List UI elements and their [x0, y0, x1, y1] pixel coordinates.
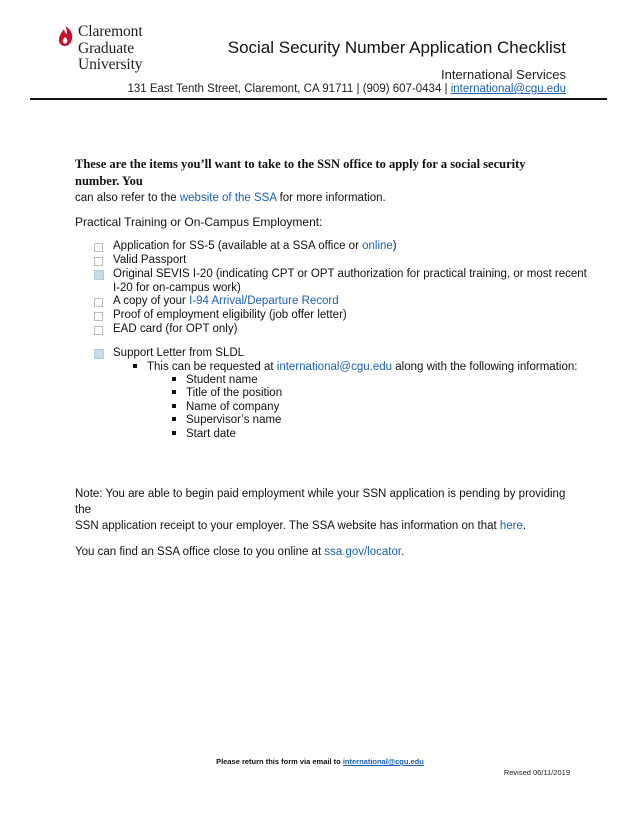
item-ss5-text: Application for SS-5 (available at a SSA office or [113, 240, 363, 252]
checkbox-support-letter[interactable] [94, 349, 104, 359]
item-sevis [113, 268, 587, 295]
ssa-website-link[interactable]: website of the SSA [179, 192, 277, 204]
support-request-line [133, 361, 577, 375]
revision-date: Revised 06/11/2019 [503, 768, 570, 777]
footer-email-link[interactable]: international@cgu.edu [342, 757, 424, 766]
bullet-icon [172, 431, 176, 435]
item-sevis-line2: I-20 for on-campus work) [113, 281, 241, 294]
support-email-link[interactable]: international@cgu.edu [276, 361, 393, 373]
item-ss5-close: ) [392, 240, 397, 252]
bullet-icon [172, 417, 176, 421]
intro-text-post: for more information. [276, 192, 386, 204]
locator-paragraph [75, 544, 404, 560]
support-text-post: along with the following information: [392, 361, 578, 373]
sub-item-text: Supervisor’s name [186, 414, 282, 426]
item-sevis-line1: Original SEVIS I-20 (indicating CPT or OPT authorization for practical training, or most recent [113, 268, 587, 280]
sub-item-text: Name of company [186, 401, 280, 413]
bullet-icon [172, 390, 176, 394]
note-line2: SSN application receipt to your employer. The SSA website has information on that [75, 520, 500, 532]
bullet-icon [172, 377, 176, 381]
flame-icon [58, 26, 73, 46]
note-period: . [522, 520, 527, 532]
logo-line-2: Graduate [78, 39, 135, 57]
item-passport: Valid Passport [113, 254, 187, 266]
sub-item-text: Student name [186, 374, 258, 386]
sub-item-position-title [172, 387, 282, 401]
header-email-link[interactable]: international@cgu.edu [450, 83, 566, 95]
contact-line [127, 83, 566, 95]
item-i94 [113, 295, 339, 309]
note-paragraph [75, 486, 575, 534]
note-line1: Note: You are able to begin paid employment while your SSN application is pending by providing the [75, 488, 566, 516]
ssa-locator-link[interactable]: ssa.gov/locator [324, 546, 402, 558]
checkbox-ss5[interactable] [94, 243, 103, 252]
bullet-icon [133, 364, 137, 368]
sub-item-supervisor [172, 414, 281, 428]
footer-text: Please return this form via email to [216, 757, 343, 766]
locator-period: . [401, 546, 405, 558]
intro-text-pre: can also refer to the [75, 192, 180, 204]
item-ss5 [113, 240, 397, 254]
intro-bold-text: These are the items you’ll want to take to the SSN office to apply for a social security number. You [75, 157, 526, 188]
here-link[interactable]: here [499, 520, 523, 532]
bullet-icon [172, 404, 176, 408]
header-divider [30, 98, 607, 100]
online-link[interactable]: online [362, 240, 393, 252]
item-i94-text: A copy of your [113, 295, 190, 307]
cgu-logo [58, 24, 158, 80]
logo-line-1: Claremont [78, 23, 143, 40]
department-name: International Services [440, 67, 566, 82]
footer-instruction [0, 757, 640, 766]
item-support-letter: Support Letter from SLDL [113, 347, 245, 359]
support-text-pre: This can be requested at [147, 361, 277, 373]
sub-item-text: Title of the position [186, 387, 283, 399]
page-title: Social Security Number Application Checklist [227, 38, 566, 57]
checkbox-sevis[interactable] [94, 270, 104, 280]
section-title: Practical Training or On-Campus Employment: [75, 215, 323, 229]
checkbox-i94[interactable] [94, 298, 103, 307]
item-employment: Proof of employment eligibility (job offer letter) [113, 309, 347, 321]
address-text: 131 East Tenth Street, Claremont, CA 91711 | (909) 607-0434 | [127, 83, 448, 95]
sub-item-company [172, 401, 279, 415]
sub-item-text: Start date [186, 428, 236, 440]
sub-item-student-name [172, 374, 258, 388]
i94-link[interactable]: I-94 Arrival/Departure Record [189, 295, 339, 307]
checkbox-ead[interactable] [94, 326, 103, 335]
checkbox-passport[interactable] [94, 257, 103, 266]
checkbox-employment[interactable] [94, 312, 103, 321]
item-ead: EAD card (for OPT only) [113, 323, 238, 335]
logo-line-3: University [78, 56, 143, 73]
sub-item-start-date [172, 428, 236, 442]
locator-text: You can find an SSA office close to you online at [75, 546, 325, 558]
intro-paragraph [75, 156, 570, 206]
